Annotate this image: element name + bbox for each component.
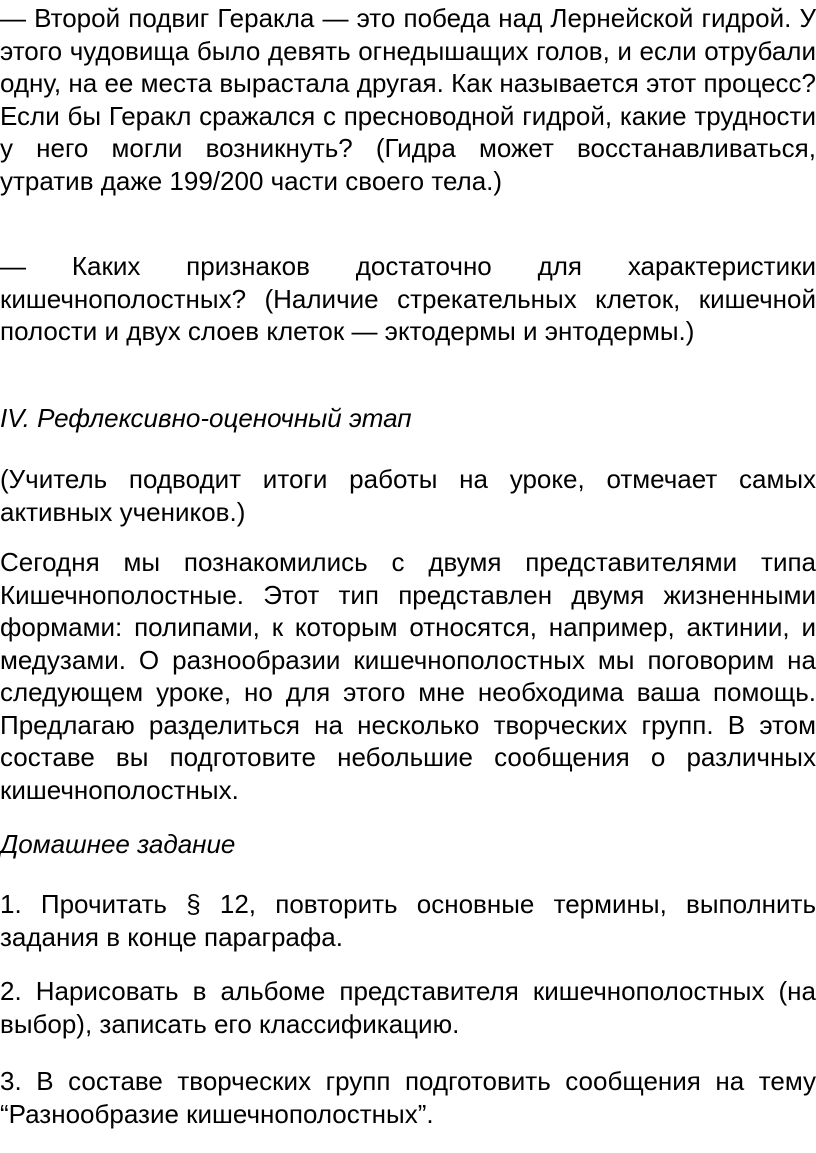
paragraph-teacher-summary: (Учитель подводит итоги работы на уроке, отмечает самых активных учеников.) — [0, 464, 816, 527]
homework-item-2: 2. Нарисовать в альбоме представителя кишечнополостных (на выбор), записать его классификацию. — [0, 976, 816, 1039]
section-heading-homework: Домашнее задание — [0, 829, 236, 859]
paragraph-features-question: — Каких признаков достаточно для характеристики кишечнополостных? (Наличие стрекательных клеток, кишечной полости и двух слоев клеток — эктодермы и энтодермы.) — [0, 251, 816, 346]
section-heading-reflection: IV. Рефлексивно-оценочный этап — [0, 403, 412, 433]
homework-item-1: 1. Прочитать § 12, повторить основные термины, выполнить задания в конце параграфа. — [0, 889, 816, 952]
paragraph-hydra-question: — Второй подвиг Геракла — это победа над Лернейской гидрой. У этого чудовища было девять огнедышащих голов, и если отрубали одну, на ее места вырастала другая. Как называется этот процесс? Если бы Геракл сражался с пресноводной гидрой, какие трудности у него могли возникнуть? (Гидра может восстанавливаться, утратив даже 199/200 части своего тела.) — [0, 3, 816, 196]
homework-item-3: 3. В составе творческих групп подготовить сообщения на тему “Разнообразие кишечнополостных”. — [0, 1066, 816, 1129]
paragraph-lesson-summary: Сегодня мы познакомились с двумя представителями типа Кишечнополостные. Этот тип представлен двумя жизненными формами: полипами, к которым относятся, например, актинии, и медузами. О разнообразии кишечнополостных мы поговорим на следующем уроке, но для этого мне необходима ваша помощь. Предлагаю разделиться на несколько творческих групп. В этом составе вы подготовите небольшие сообщения о различных кишечнополостных. — [0, 547, 816, 805]
